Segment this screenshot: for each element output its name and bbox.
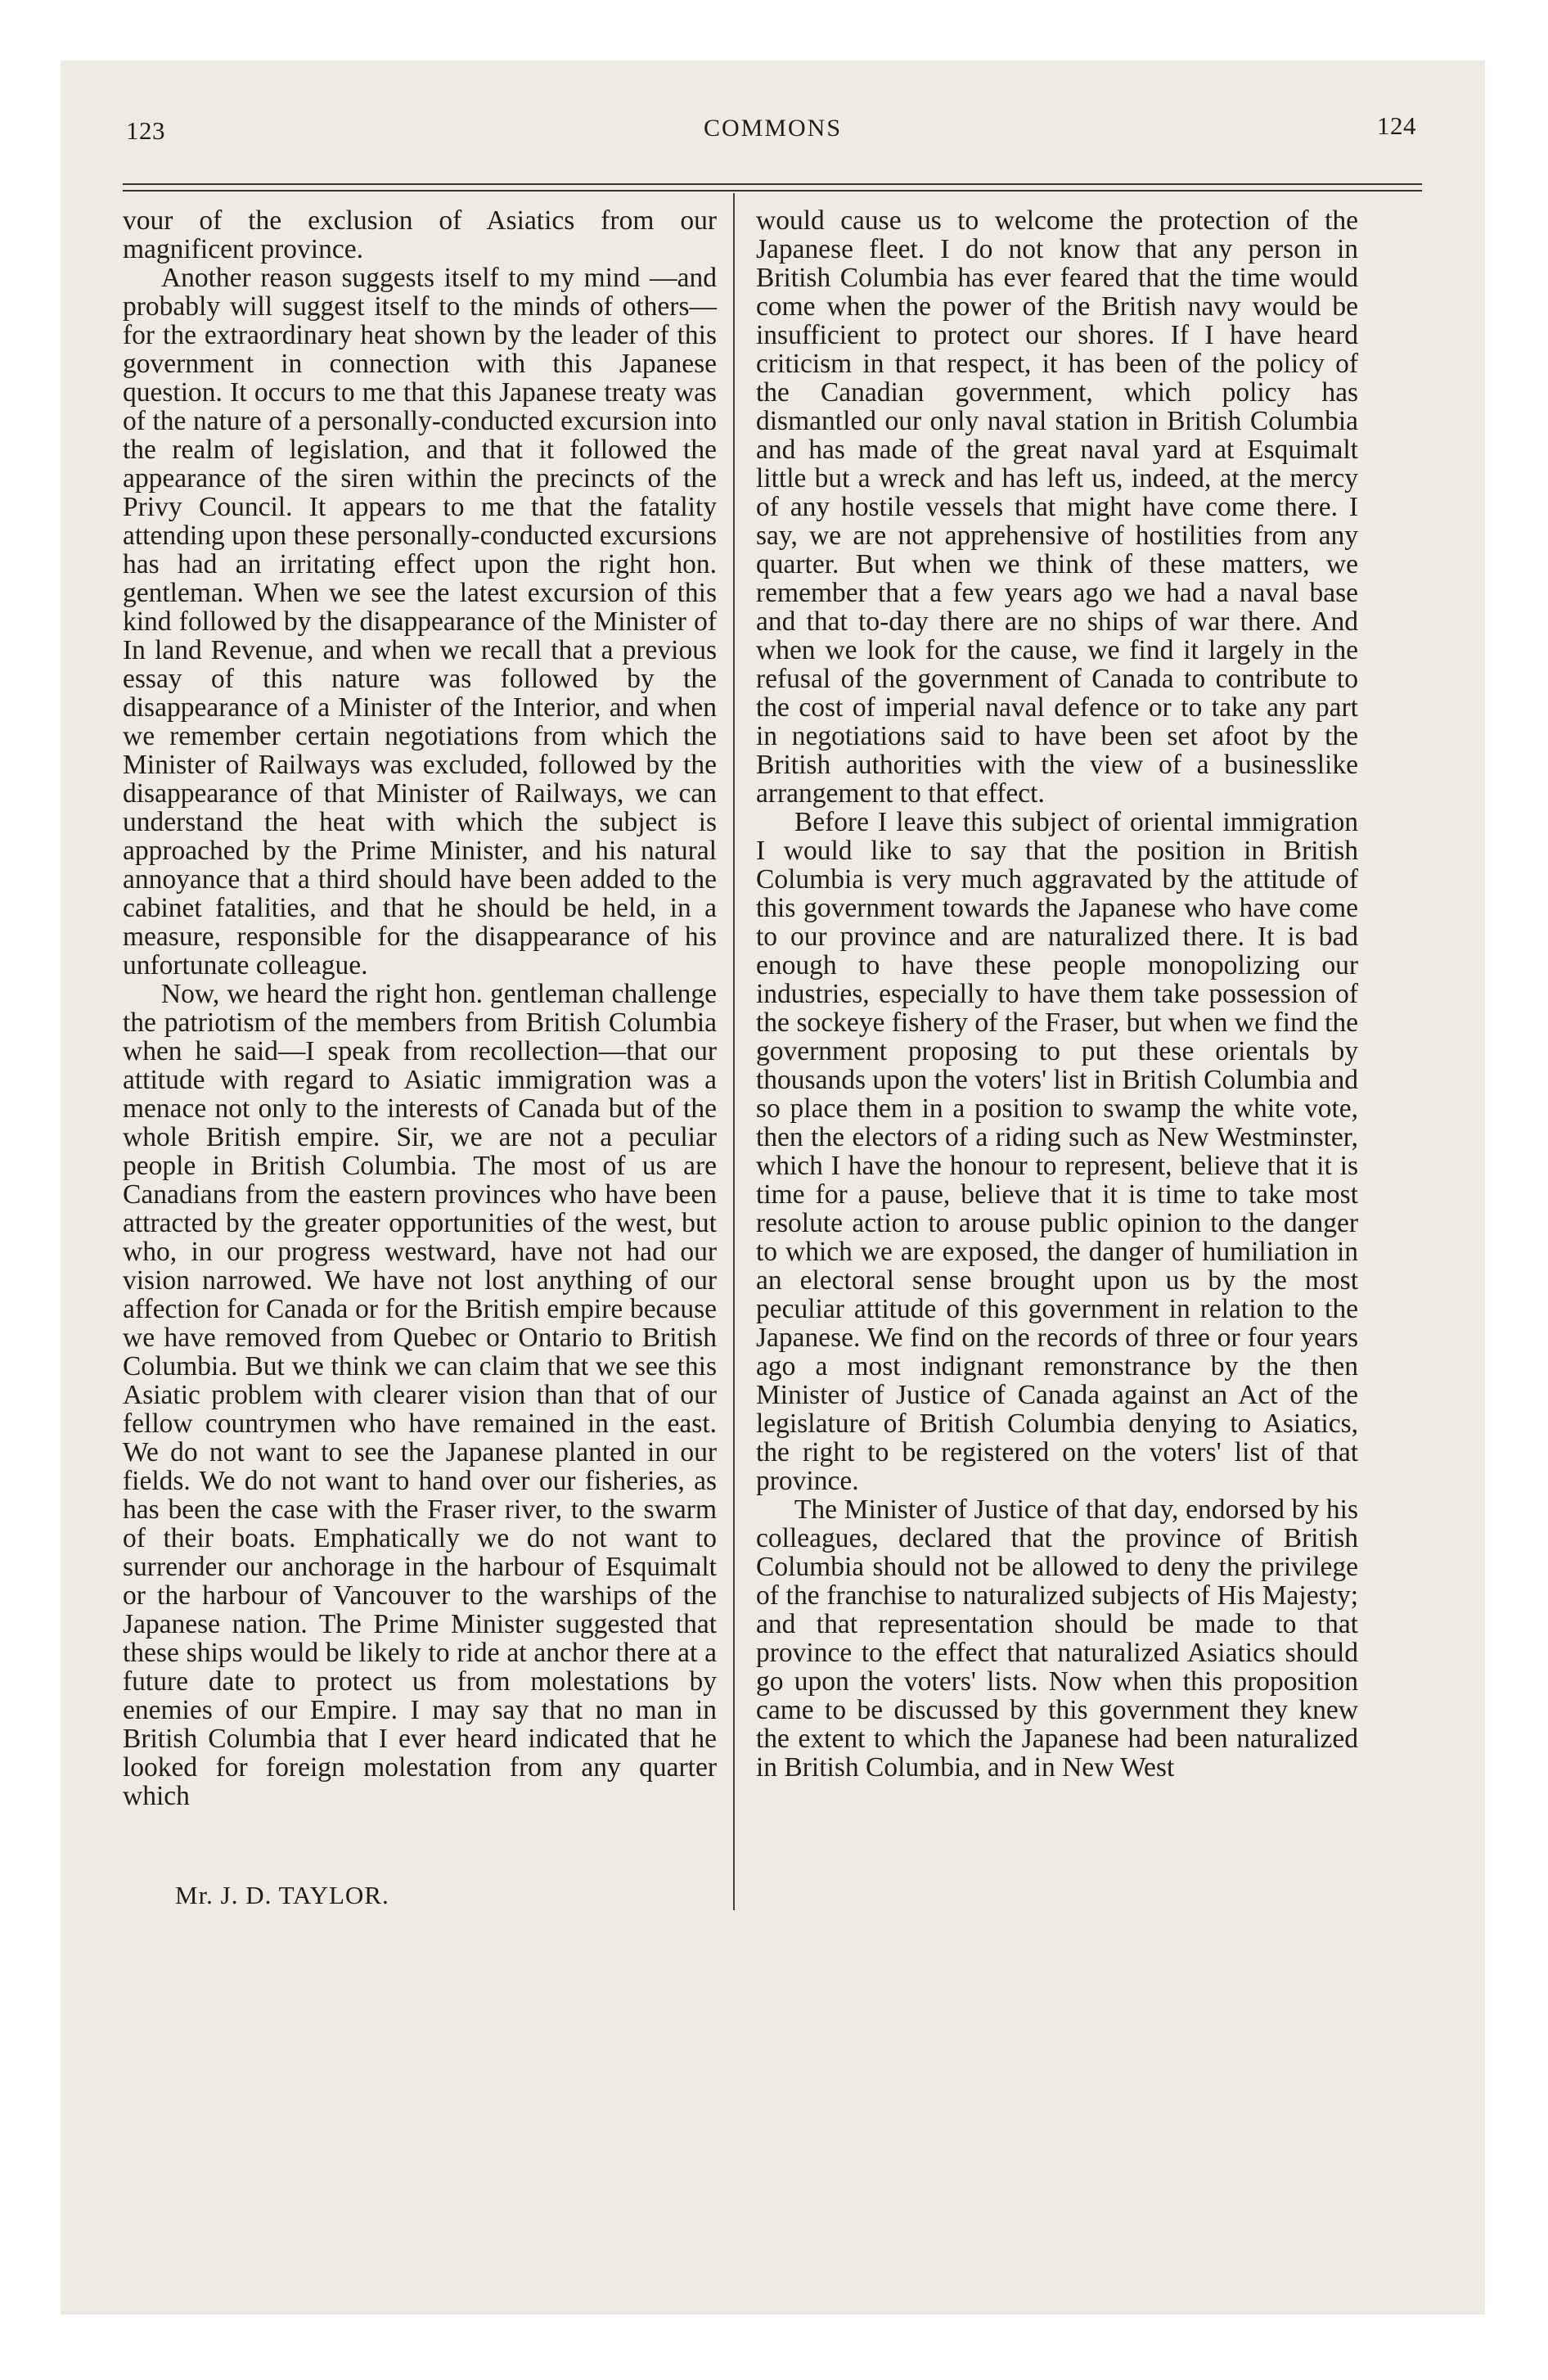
right-paragraph-3: The Minister of Justice of that day, endorsed by his colleagues, declared that the province of British Columbia should not be allowed to deny the privilege of the franchise to naturalized subjects of His Majesty; and that representation should be made to that province to the effect that naturalized Asiatics should go upon the voters' lists. Now when this proposition came to be discussed by this government they knew the extent to which the Japanese had been naturalized in British Columbia, and in New West	[756, 1494, 1358, 1783]
document-page	[61, 61, 1485, 2315]
left-paragraph-2: Another reason suggests itself to my mind —and probably will suggest itself to the minds of others—for the extraordinary heat shown by the leader of this government in connection with this Japanese question. It occurs to me that this Japanese treaty was of the nature of a personally-conducted excursion into the realm of legislation, and that it followed the appearance of the siren within the precincts of the Privy Council. It appears to me that the fatality attending upon these personally-conducted excursions has had an irritating effect upon the right hon. gentleman. When we see the latest excursion of this kind followed by the disappearance of the Minister of In land Revenue, and when we recall that a previous essay of this nature was followed by the disappearance of a Minister of the Interior, and when we remember certain negotiations from which the Minister of Railways was excluded, followed by the disappearance of that Minister of Railways, we can understand the heat with which the subject is approached by the Prime Minister, and his natural annoyance that a third should have been added to the cabinet fatalities, and that he should be held, in a measure, responsible for the disappearance of his unfortunate colleague.	[123, 263, 717, 980]
right-column	[756, 206, 1358, 1782]
column-divider	[733, 193, 735, 1910]
right-page-number: 124	[1377, 111, 1416, 140]
left-paragraph-1: vour of the exclusion of Asiatics from our magnificent province.	[123, 205, 717, 264]
right-paragraph-2: Before I leave this subject of oriental immigration I would like to say that the position in British Columbia is very much aggravated by the attitude of this government towards the Japanese who have come to our province and are naturalized there. It is bad enough to have these people monopolizing our industries, especially to have them take possession of the sockeye fishery of the Fraser, but when we find the government proposing to put these orientals by thousands upon the voters' list in British Columbia and so place them in a position to swamp the white vote, then the electors of a riding such as New Westminster, which I have the honour to represent, believe that it is time for a pause, believe that it is time to take most resolute action to arouse public opinion to the danger to which we are exposed, the danger of humiliation in an electoral sense brought upon us by the most peculiar attitude of this government in relation to the Japanese. We find on the records of three or four years ago a most indignant remonstrance by the then Minister of Justice of Canada against an Act of the legislature of British Columbia denying to Asiatics, the right to be registered on the voters' list of that province.	[756, 807, 1358, 1496]
header-rule-top	[123, 183, 1422, 185]
right-paragraph-1: would cause us to welcome the protection of the Japanese fleet. I do not know that any person in British Columbia has ever feared that the time would come when the power of the British navy would be insufficient to protect our shores. If I have heard criticism in that respect, it has been of the policy of the Canadian government, which policy has dismantled our only naval station in British Columbia and has made of the great naval yard at Esquimalt little but a wreck and has left us, indeed, at the mercy of any hostile vessels that might have come there. I say, we are not apprehensive of hostilities from any quarter. But when we think of these matters, we remember that a few years ago we had a naval base and that to-day there are no ships of war there. And when we look for the cause, we find it largely in the refusal of the government of Canada to contribute to the cost of imperial naval defence or to take any part in negotiations said to have been set afoot by the British authorities with the view of a businesslike arrangement to that effect.	[756, 205, 1358, 809]
speaker-signature: Mr. J. D. TAYLOR.	[175, 1881, 389, 1909]
page-header-title: COMMONS	[703, 115, 843, 142]
left-paragraph-3: Now, we heard the right hon. gentleman challenge the patriotism of the members from British Columbia when he said—I speak from recollection—that our attitude with regard to Asiatic immigration was a menace not only to the interests of Canada but of the whole British empire. Sir, we are not a peculiar people in British Columbia. The most of us are Canadians from the eastern provinces who have been attracted by the greater opportunities of the west, but who, in our progress westward, have not had our vision narrowed. We have not lost anything of our affection for Canada or for the British empire because we have removed from Quebec or Ontario to British Columbia. But we think we can claim that we see this Asiatic problem with clearer vision than that of our fellow countrymen who have remained in the east. We do not want to see the Japanese planted in our fields. We do not want to hand over our fisheries, as has been the case with the Fraser river, to the swarm of their boats. Emphatically we do not want to surrender our anchorage in the harbour of Esquimalt or the harbour of Vancouver to the warships of the Japanese nation. The Prime Minister suggested that these ships would be likely to ride at anchor there at a future date to protect us from molestations by enemies of our Empire. I may say that no man in British Columbia that I ever heard indicated that he looked for foreign molestation from any quarter which	[123, 979, 717, 1811]
header-rule-bottom	[123, 190, 1422, 192]
left-page-number: 123	[126, 116, 165, 145]
left-column	[123, 206, 717, 1810]
